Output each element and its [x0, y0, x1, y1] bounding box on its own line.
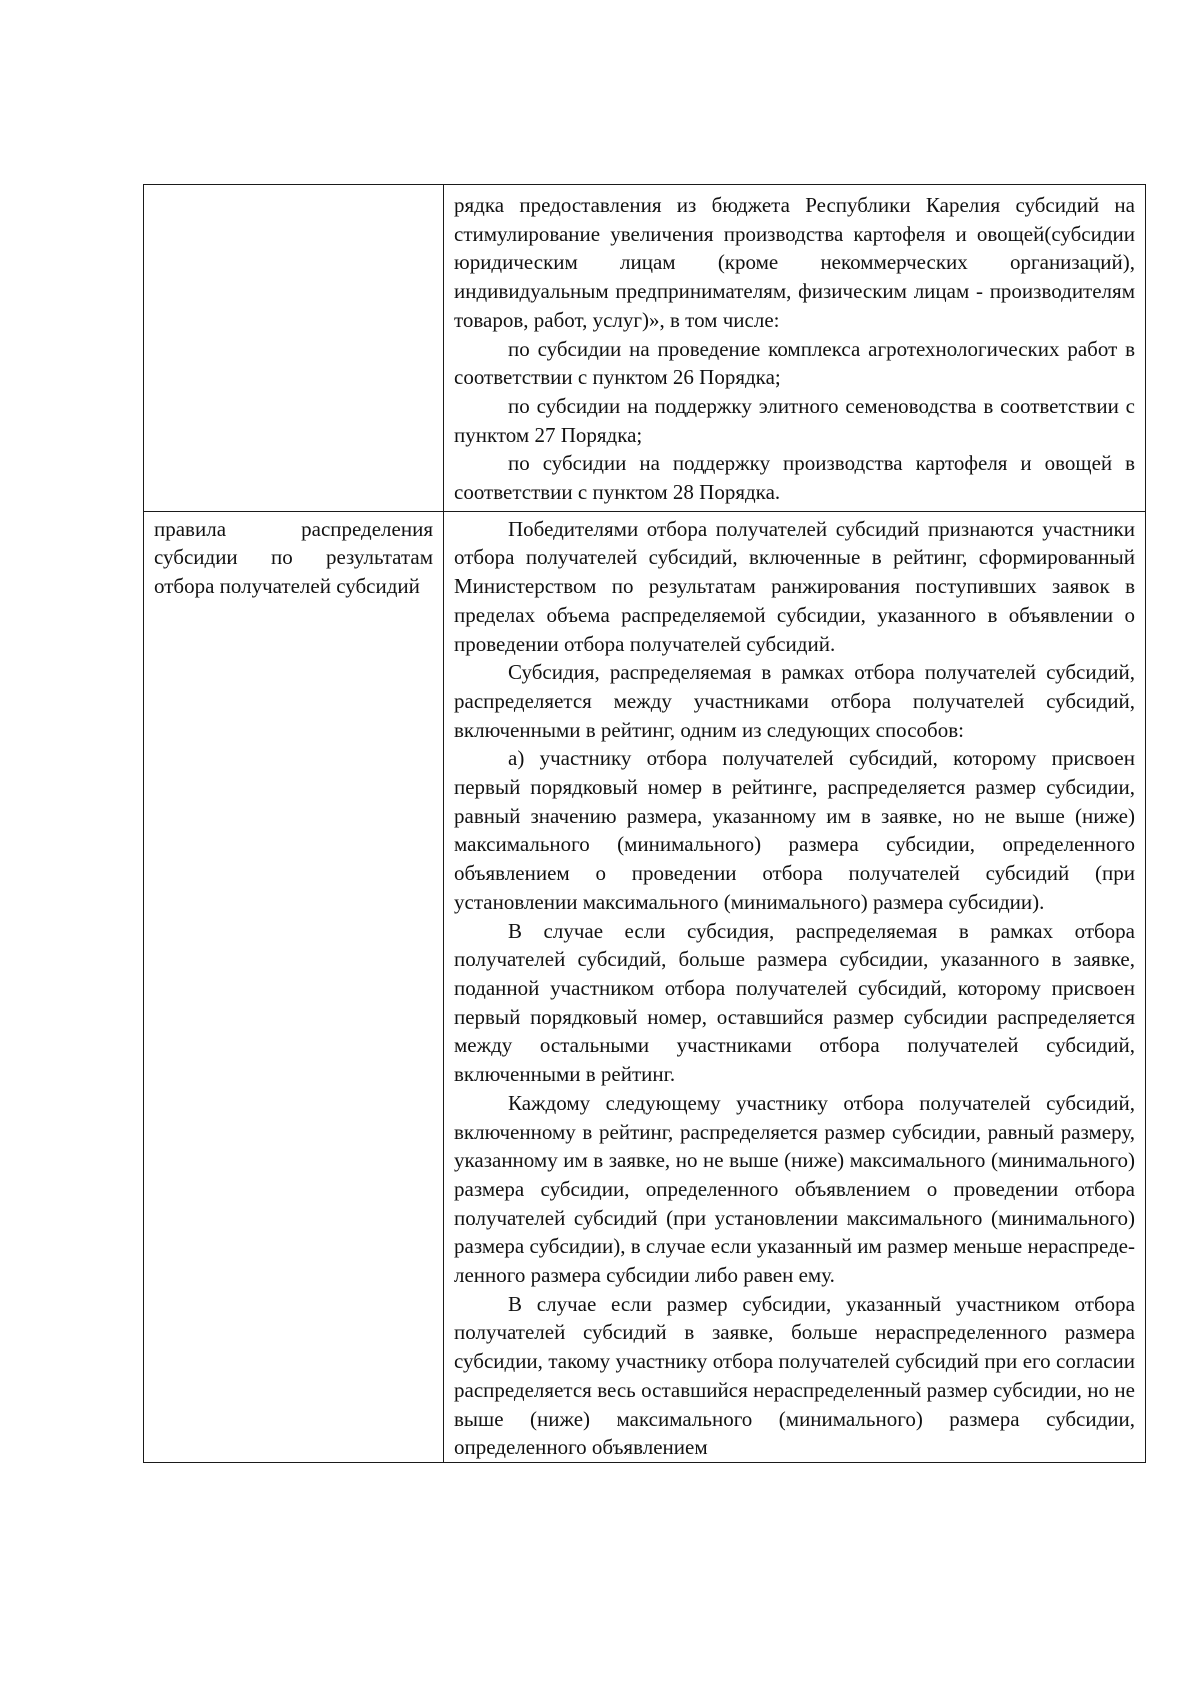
- table-cell-left: [144, 511, 444, 1462]
- paragraph: по субсидии на проведение комплекса агротехнологических работ в соответствии с пунктом 26 Порядка;: [454, 336, 1135, 390]
- paragraph: по субсидии на поддержку элитного семеноводства в соответствии с пунктом 27 Порядка;: [454, 393, 1135, 447]
- table-cell-right: [444, 511, 1146, 1462]
- table-cell-left-empty: [144, 185, 444, 512]
- paragraph: Победителями отбора получателей субсидий признаются участники отбора получателей субсидий, включенные в рейтинг, сформированный Министерством по результатам ранжирования поступивших заявок в пределах объема распределяемой субсидии, указанного в объявлении о проведении отбора получателей субсидий.: [454, 516, 1135, 656]
- paragraph: Каждому следующему участнику отбора получателей субсидий, включенному в рейтинг, распределяется размер субсидии, равный размеру, указанному им в заявке, но не выше (ниже) максимального (минимального) размера субсидии, определенного объявлением о проведении отбора получателей субсидий (при установлении максимального (минимального) размера субсидии), в случае если указанный им размер меньше нераспределенного размера субсидии либо равен ему.: [454, 1090, 1135, 1288]
- paragraph: а) участнику отбора получателей субсидий, которому присвоен первый порядковый номер в рейтинге, распределяется размер субсидии, равный значению размера, указанному им в заявке, но не выше (ниже) максимального (минимального) размера субсидии, определенного объявлением о проведении отбора получателей субсидий (при установлении максимального (минимального) размера субсидии).: [454, 746, 1135, 914]
- table-row: [144, 511, 1146, 1462]
- document-table: [143, 184, 1146, 1463]
- paragraph: по субсидии на поддержку производства картофеля и овощей в соответствии с пунктом 28 Порядка.: [454, 451, 1135, 505]
- paragraph: В случае если субсидия, распределяемая в рамках отбора получателей субсидий, больше размера субсидии, указанного в заявке, поданной участником отбора получателей субсидий, которому присвоен первый порядковый номер, оставшийся размер субсидии распределяется между остальными участниками отбора получателей субсидий, включенными в рейтинг.: [454, 918, 1135, 1087]
- paragraph: В случае если размер субсидии, указанный участником отбора получателей субсидий в заявке, больше нераспределенного размера субсидии, такому участнику отбора получателей субсидий при его согласии распределяется весь оставшийся нераспределенный размер субсидии, но не выше (ниже) максимального (минимального) размера субсидии, определенного объявлением: [454, 1291, 1135, 1460]
- table-cell-right: [444, 185, 1146, 512]
- paragraph-continuation: рядка предоставления из бюджета Республики Карелия субсидий на стимулирование увеличения производства картофеля и овощей(субсидии юридическим лицам (кроме некоммерческих организаций), индивидуальным предпринимателям, физическим лицам - производителям товаров, работ, услуг)», в том числе:: [454, 193, 1135, 332]
- row2-left-heading: правила распределения субсидии по результатам отбора получателей субсидий: [154, 516, 433, 599]
- paragraph: Субсидия, распределяемая в рамках отбора получателей субсидий, распределяется между участниками отбора получателей субсидий, включенными в рейтинг, одним из следующих способов:: [454, 660, 1135, 742]
- table-row: [144, 185, 1146, 512]
